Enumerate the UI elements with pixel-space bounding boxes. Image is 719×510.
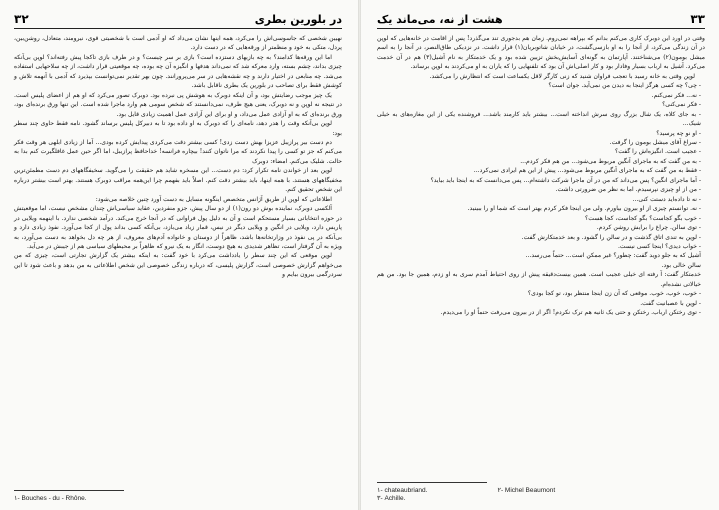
paragraph: وقتی در اورد این دوبرک کاری می‌کنم بدانم که بپراهه نمی‌روم. زمان هم بدجوری تند می‌گذرد! پس از اقامت در خانه‌هایی که لوپن در آن زندگی می‌کرد، از آنجا را به او بازسی‌گشت، در خیابان شاتوبریان(۱) قرار داشت. در نزدیکی طاق‌النصر، در آنجا را به اسم میشل بومون(۲) می‌شناختند. آپارتمان به گونه‌ای آسایش‌بخش تزیین شده بود و یک خدمتکار به نام آشیل(۳) هم در آن خدمت می‌کرد. آشیل به ارباب بسیار وفادار بود و کار اصلی‌اش آن بود که تلفنهایی را که یاران به او می‌کردند به لوپن برساند. xyxy=(377,35,706,71)
dialogue-line: - لوپن با عصبانیت گفت. xyxy=(640,299,701,307)
dialogue-line: - خوب، خوب، خوب. موقعی که آن زن اینجا منتظر بود، تو کجا بودی؟ xyxy=(527,290,701,298)
page-number: ۳۳ xyxy=(690,12,705,26)
footnotes xyxy=(0,490,358,502)
footnote: ۱- Bouches - du - Rhône. xyxy=(14,495,87,502)
running-title: در بلورین بطری xyxy=(254,13,342,26)
footnote: ۲- Michel Beaumont xyxy=(497,487,556,494)
paragraph: اما این ورقه‌ها کدامند؟ به چه بازیهای دستزده است؟ بازی بر سر چیست؟ و در طرف بازی تاکجا پیش رفته‌اند؟ لوپن بی‌آنکه چیزی بداند، چشم بسته، وارد معرکه شد که نمی‌داند هدفها و انگیزه آن چه بوده، چه موقعیتی قرار داشت، از چه سلاحهایی استفاده می‌شد. چه منابعی در اختیار دارند و چه نقشه‌هایی در سر می‌پرورانند. چون بهر تقدیر نمی‌توانست بپذیرد که آدمی با آنهمه تلاش و کوشش فقط برای تصاحب در بلورین یک بطری ناقابل باشد. xyxy=(14,53,342,90)
dialogue-line: - چی؟ چه کسی هرگز اینجا به دیدن من نمی‌آید. جوان است؟ xyxy=(548,82,701,90)
paragraph: لوپن بی‌آنکه وقت را هدر دهد، نامه‌ای را که دوبرک به او داده بود تا به دبیرکل پلیس برساند گشود. نامه فقط حاوی چند سطر بود: xyxy=(14,120,342,137)
paragraph: لوپن بعد از خواندن نامه تکرار کرد: دم دست... این مسخره شاید هم حقیقت را می‌گوید. سخیفگاههای دم دست مطمئن‌ترین مخفیگاههای هستند. با همه اینها، باید بیشتر دقت کنم. اصلاً باید بفهمم چرا این‌همه مراقب دوبرک هستند. بهتر است بیشتر درباره این شخص تحقیق کنم. xyxy=(14,167,342,194)
dialogue-line: - نه تا داده‌اید دستت کنی... xyxy=(632,195,701,203)
dialogue-line: - لوپن به تندی اتاق گذشت و در سالن را گشود. و بعد خدمتکارش گفت. xyxy=(521,233,701,241)
page-number: ۳۲ xyxy=(14,12,29,26)
left-page xyxy=(0,0,358,510)
paragraph: لوپن موقعی که این چند سطر را یادداشت می‌کرد با خود گفت: به اینکه بیشتر یک گزارش تجارتی است، چیزی که من می‌خواهم گزارش خصوصی است، گزارش پلیسی، که درباره زندگی خصوصی این شخص اطلاعاتی به من بدهد و باعث شود تا این سردرگمی بیرون بیایم و xyxy=(14,252,342,279)
left-page-header xyxy=(14,12,342,29)
dialogue-line: - به جای کلاه، یک شال بزرگ روی سرش انداخته است... بیشتر باید کارمند باشد... فروشنده یکی از این مغازه‌های به خیلی شیک... xyxy=(377,110,701,128)
dialogue-line: - او نو چه پرسید؟ xyxy=(656,129,701,137)
footnote: ۱- chateaubriand. xyxy=(377,487,428,494)
dialogue-line: - به من گفت که به ماجرای آنگین مربوط می‌شود... من هم فکر کردم... xyxy=(520,157,701,165)
right-page-body xyxy=(377,34,705,318)
dialogue-line: سالن خالی بود. xyxy=(661,261,701,269)
dialogue-line: - خوب بگو کجاست؟ بگو کجاست، کجا هست؟ xyxy=(584,214,701,222)
left-page-body xyxy=(14,34,342,280)
dialogue-line: - خواب دیدی؟ اینجا کسی نیست. xyxy=(617,242,701,250)
dialogue-line: خدمتکار گفت: آ رفته ای خیلی عجیب است. همین بیست‌دقیقه پیش از روی احتیاط آمدم سری به او زدم، همین جا بود. من هم خیالاتی نشده‌ام. xyxy=(377,271,701,288)
paragraph: لوپن وقتی به خانه رسید با تعجب فراوان شنید که زنی کارگر لاقل یکساعت است که انتظارش را می‌کشد. xyxy=(429,72,695,80)
footnote-rule xyxy=(14,490,124,491)
running-title: هشت از نه، می‌ماند یک xyxy=(377,13,503,26)
dialogue-line: - من از او چیزی نپرسیدم. اما به نظر من ضرورتی داشت. xyxy=(555,186,701,194)
dialogue-line: - توی رختکن ارباب. رختکن و حتی یک ثانیه هم ترک نکردم! اگر از در بیرون می‌رفت حتماً او را می‌دیدم. xyxy=(440,309,701,317)
dialogue-line: - سراغ آقای میشل بومون را گرفت. xyxy=(609,138,701,146)
footnotes xyxy=(361,482,719,502)
dialogue-line: - نه... فکر نمی‌کنم. xyxy=(651,91,701,99)
dialogue-line: - توی سالن. چراغ را برایش روشن کردم. xyxy=(596,224,701,232)
footnote-rule xyxy=(377,482,487,483)
dialogue-line: آشیل که به جلو دوید گفت: چطور؟ غیر ممکن است... حتماً می‌رسد... xyxy=(525,252,701,260)
paragraph: یک چیز موجب رضایتش بود، و آن اینکه دوبرک به هوشش پی نبرده بود. دوبرک تصور می‌کرد که او هم از اعضای پلیس است. در نتیجه نه لوپن و نه دوبرک، یعنی هیچ طرف، نمی‌دانستند که شخص سومی هم وارد ماجرا شده است. این تنها ورق برنده‌ای بود، ورق برنده‌ای که به او آزادی عمل می‌داد، و او برای این آزادی عمل اهمیت زیادی قایل بود. xyxy=(14,91,342,118)
dialogue-line: - فکر نمی‌کنی؟ xyxy=(662,101,701,109)
right-page-header xyxy=(377,12,705,29)
footnote: ۳- Achille. xyxy=(377,495,406,502)
paragraph: اطلاعاتی که لوپن از طریق آژانس متخصص اینگونه مسایل به دست آورد چنین خلاصه می‌شود: xyxy=(95,195,332,203)
paragraph: نهیین شخصی که جاسوسی‌اش را می‌کرد، همه اینها نشان می‌داد که او آدمی است با شخصیتی قوی، نیرومند، متعادل، روشن‌بین، پردل، متکی به خود و منظمتر از ورقه‌هایی که در دست دارد. xyxy=(14,35,342,52)
dialogue-line: - عجیب است. انگیزه‌اش را گفت؟ xyxy=(615,148,701,156)
paragraph: دم دست بیر پرازیبل عزیزا بهش دست زدی! کسی بیشتر دقت می‌کردی پیدایش کرده بودی... آما از زیادی ابلهی هر وقت فکر می‌کنم که جز تو کسی را پیدا نکردند که مرا ناتوان کنند! بیچاره فرانسه! خداحافظ پرازیبل، اما اگر حین عمل غافلگیرت کنم بدا به حالت. شلیک می‌کنم. امضاء: دوبرک xyxy=(14,138,342,165)
dialogue-line: - فقط به من گفت که به ماجرای آنگین مربوط می‌شود... پیش از این هم ایرادی نمی‌کرد... xyxy=(473,167,701,175)
dialogue-line: - آما ماجرای انگین؟ پس می‌داند که من در آن ماجرا شرکت داشته‌ام... پس می‌دانست که به اینجا باید بیاید؟ xyxy=(430,176,701,184)
dialogue-line: - نه. توانستم چیزی از او بیرون بیاورم. ولی من اینجا فکر کردم بهتر است که شما او را ببینید. xyxy=(467,205,701,213)
right-page xyxy=(361,0,719,510)
paragraph: آلکسی دوبرک، نماینده بوش دو رون(۱) از دو سال پیش، جزو منفردین، عقاید سیاسی‌اش چندان مشخص نیست، اما موقعیتش در حوزه انتخاباتی بسیار مستحکم است و آن به دلیل پول فراوانی که در آنجا خرج می‌کند. درآمد شخصی ندارد. با اینهمه ویلایی در پاریس دارد، ویلایی در انگین و ویلایی دیگر در نیس، قمار زیاد می‌بازد، بی‌آنکه کسی بداند پول از کجا می‌آورد. نفوذ زیادی دارد و بی‌آنکه در پی نفوذ در وزارتخانه‌ها باشد، ظاهراً از دوستان و خانواده آدم‌های معروف، از هر چه دل بخواهد به دست می‌آورد، به ویژه به آن گرفتار است، تظاهر شدیدی به هیچ دوست، انگار به یک نیرو که ظاهراً بر محیطهای سیاسی هم از جیبش در می‌آید. xyxy=(14,205,342,250)
